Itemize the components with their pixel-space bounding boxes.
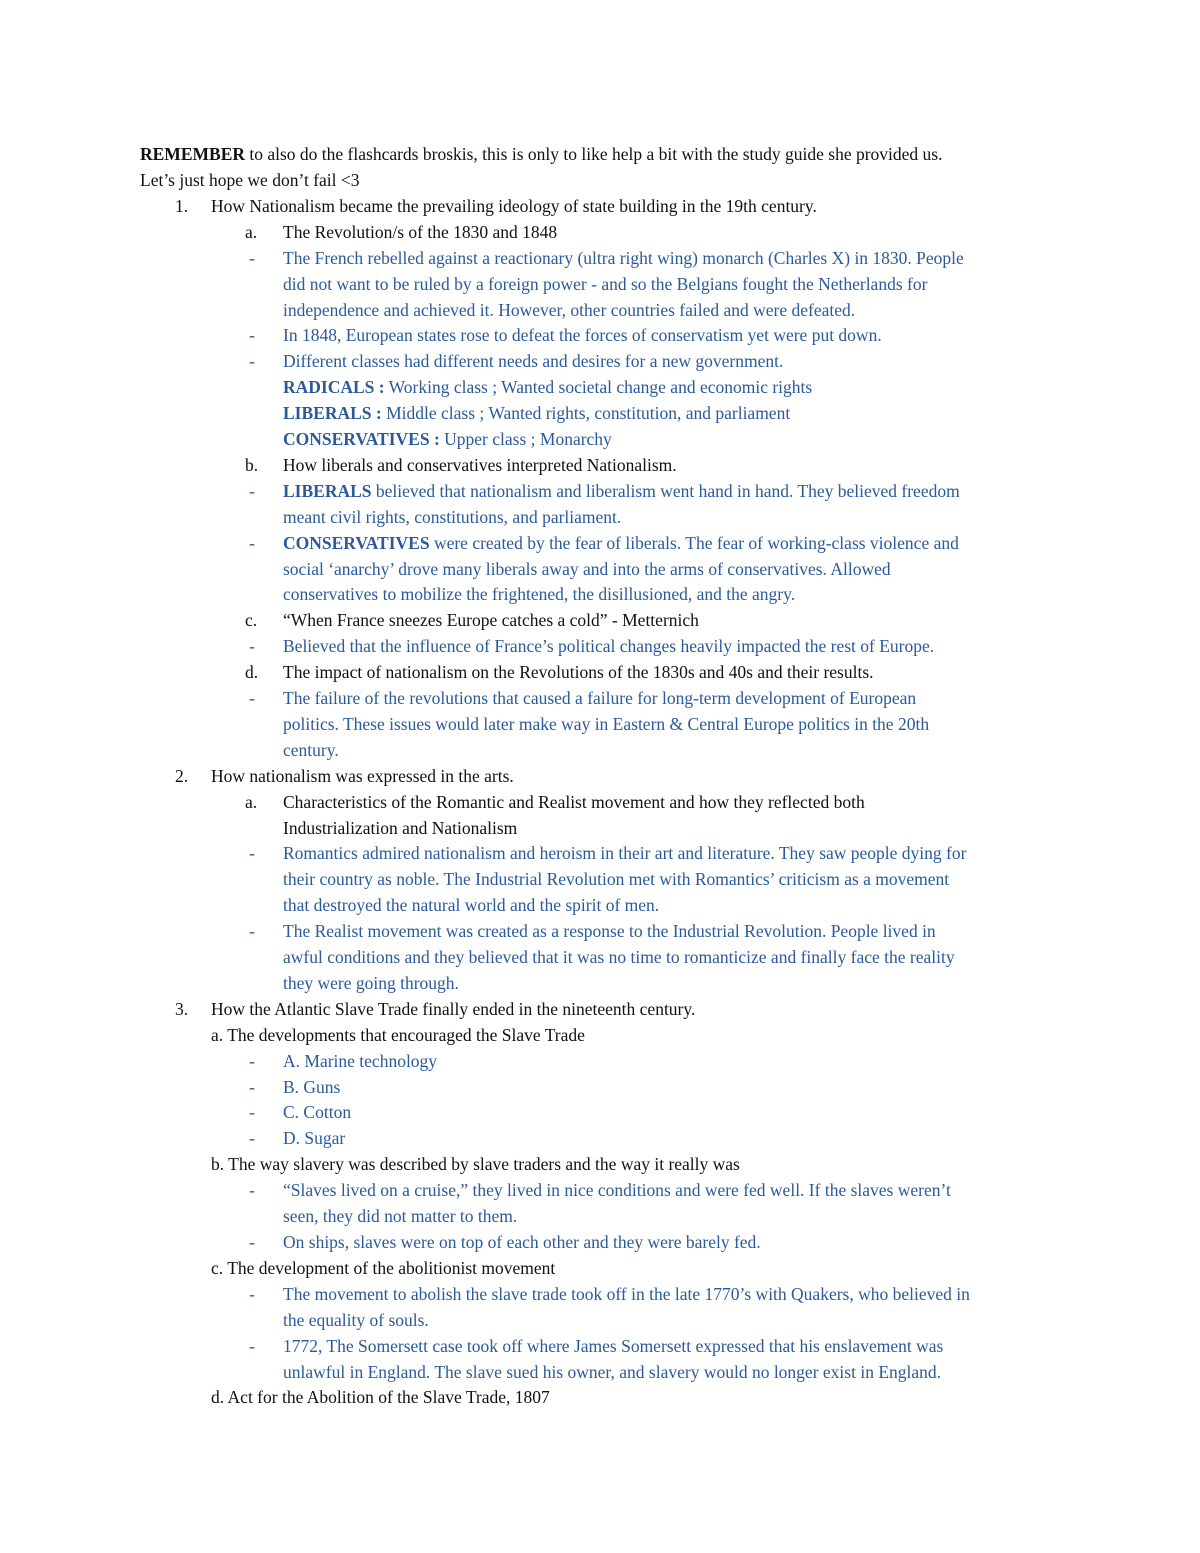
class-label: LIBERALS :	[283, 403, 382, 423]
sub-title: “When France sneezes Europe catches a cold” - Metternich	[283, 610, 699, 630]
bullet-text: that destroyed the natural world and the spirit of men.	[283, 895, 660, 915]
bullet-dash: -	[249, 1284, 255, 1304]
bullet-text: Romantics admired nationalism and heroism in their art and literature. They saw people dying for	[283, 843, 967, 863]
bullet-text: they were going through.	[283, 973, 459, 993]
bullet-dash: -	[249, 1336, 255, 1356]
bullet-text: B. Guns	[283, 1077, 341, 1097]
bullet-text: The French rebelled against a reactionary (ultra right wing) monarch (Charles X) in 1830. People	[283, 248, 964, 268]
bullet-text: unlawful in England. The slave sued his owner, and slavery would no longer exist in England.	[283, 1362, 942, 1382]
bullet-text: A. Marine technology	[283, 1051, 438, 1071]
section-title: How nationalism was expressed in the arts.	[211, 766, 514, 786]
sub-letter: c.	[245, 610, 258, 630]
section-title: How Nationalism became the prevailing ideology of state building in the 19th century.	[211, 196, 817, 216]
sub-title: a. The developments that encouraged the Slave Trade	[211, 1025, 585, 1045]
bullet-text: century.	[283, 740, 339, 760]
bullet-dash: -	[249, 351, 255, 371]
bullet-text: In 1848, European states rose to defeat the forces of conservatism yet were put down.	[283, 325, 882, 345]
sub-title: b. The way slavery was described by slave traders and the way it really was	[211, 1154, 740, 1174]
bullet-dash: -	[249, 688, 255, 708]
section-number: 2.	[175, 766, 189, 786]
bullet-text: CONSERVATIVES were created by the fear of liberals. The fear of working-class violence and	[283, 533, 959, 553]
sub-title: The Revolution/s of the 1830 and 1848	[283, 222, 558, 242]
bullet-dash: -	[249, 1180, 255, 1200]
sub-letter: a.	[245, 222, 258, 242]
bullet-text: politics. These issues would later make way in Eastern & Central Europe politics in the 20th	[283, 714, 930, 734]
bullet-text: The movement to abolish the slave trade took off in the late 1770’s with Quakers, who believed in	[283, 1284, 970, 1304]
bullet-dash: -	[249, 843, 255, 863]
bullet-text: The Realist movement was created as a response to the Industrial Revolution. People lived in	[283, 921, 936, 941]
bullet-text: 1772, The Somersett case took off where James Somersett expressed that his enslavement was	[283, 1336, 944, 1356]
section-title: How the Atlantic Slave Trade finally ended in the nineteenth century.	[211, 999, 696, 1019]
bullet-bold-term: CONSERVATIVES	[283, 533, 430, 553]
bullet-dash: -	[249, 921, 255, 941]
bullet-text: seen, they did not matter to them.	[283, 1206, 518, 1226]
bullet-text: did not want to be ruled by a foreign power - and so the Belgians fought the Netherlands for	[283, 274, 928, 294]
bullet-dash: -	[249, 1128, 255, 1148]
bullet-dash: -	[249, 325, 255, 345]
sub-letter: a.	[245, 792, 258, 812]
sub-title: Characteristics of the Romantic and Realist movement and how they reflected both	[283, 792, 865, 812]
bullet-dash: -	[249, 481, 255, 501]
bullet-text: LIBERALS believed that nationalism and liberalism went hand in hand. They believed freedom	[283, 481, 960, 501]
bullet-dash: -	[249, 636, 255, 656]
section-number: 1.	[175, 196, 189, 216]
bullet-text: meant civil rights, constitutions, and parliament.	[283, 507, 622, 527]
bullet-bold-term: LIBERALS	[283, 481, 372, 501]
sub-title: d. Act for the Abolition of the Slave Trade, 1807	[211, 1387, 550, 1407]
bullet-dash: -	[249, 1232, 255, 1252]
bullet-dash: -	[249, 533, 255, 553]
sub-title: The impact of nationalism on the Revolutions of the 1830s and 40s and their results.	[283, 662, 874, 682]
bullet-text: Different classes had different needs and desires for a new government.	[283, 351, 784, 371]
sub-letter: d.	[245, 662, 259, 682]
section-number: 3.	[175, 999, 189, 1019]
bullet-text: conservatives to mobilize the frightened, the disillusioned, and the angry.	[283, 584, 796, 604]
bullet-text: social ‘anarchy’ drove many liberals away and into the arms of conservatives. Allowed	[283, 559, 891, 579]
bullet-text: On ships, slaves were on top of each other and they were barely fed.	[283, 1232, 761, 1252]
bullet-dash: -	[249, 1051, 255, 1071]
class-label: RADICALS :	[283, 377, 385, 397]
sub-title: Industrialization and Nationalism	[283, 818, 518, 838]
bullet-text: their country as noble. The Industrial Revolution met with Romantics’ criticism as a movement	[283, 869, 950, 889]
bullet-text: C. Cotton	[283, 1102, 352, 1122]
class-definition: LIBERALS : Middle class ; Wanted rights, constitution, and parliament	[283, 403, 791, 423]
bullet-dash: -	[249, 1077, 255, 1097]
bullet-text: independence and achieved it. However, other countries failed and were defeated.	[283, 300, 856, 320]
intro-line-2: Let’s just hope we don’t fail <3	[140, 170, 360, 190]
class-definition: RADICALS : Working class ; Wanted societal change and economic rights	[283, 377, 813, 397]
bullet-text: “Slaves lived on a cruise,” they lived in nice conditions and were fed well. If the slaves weren’t	[283, 1180, 951, 1200]
bullet-text: D. Sugar	[283, 1128, 346, 1148]
bullet-dash: -	[249, 248, 255, 268]
bullet-dash: -	[249, 1102, 255, 1122]
bullet-text: Believed that the influence of France’s political changes heavily impacted the rest of Europe.	[283, 636, 935, 656]
sub-letter: b.	[245, 455, 259, 475]
bullet-text: the equality of souls.	[283, 1310, 429, 1330]
bullet-text: The failure of the revolutions that caused a failure for long-term development of European	[283, 688, 917, 708]
class-definition: CONSERVATIVES : Upper class ; Monarchy	[283, 429, 612, 449]
sub-title: How liberals and conservatives interpreted Nationalism.	[283, 455, 677, 475]
class-label: CONSERVATIVES :	[283, 429, 440, 449]
intro-line-1: REMEMBER to also do the flashcards broskis, this is only to like help a bit with the study guide she provided us.	[140, 144, 943, 164]
sub-title: c. The development of the abolitionist movement	[211, 1258, 556, 1278]
bullet-text: awful conditions and they believed that it was no time to romanticize and finally face the reality	[283, 947, 955, 967]
intro-bold: REMEMBER	[140, 144, 245, 164]
